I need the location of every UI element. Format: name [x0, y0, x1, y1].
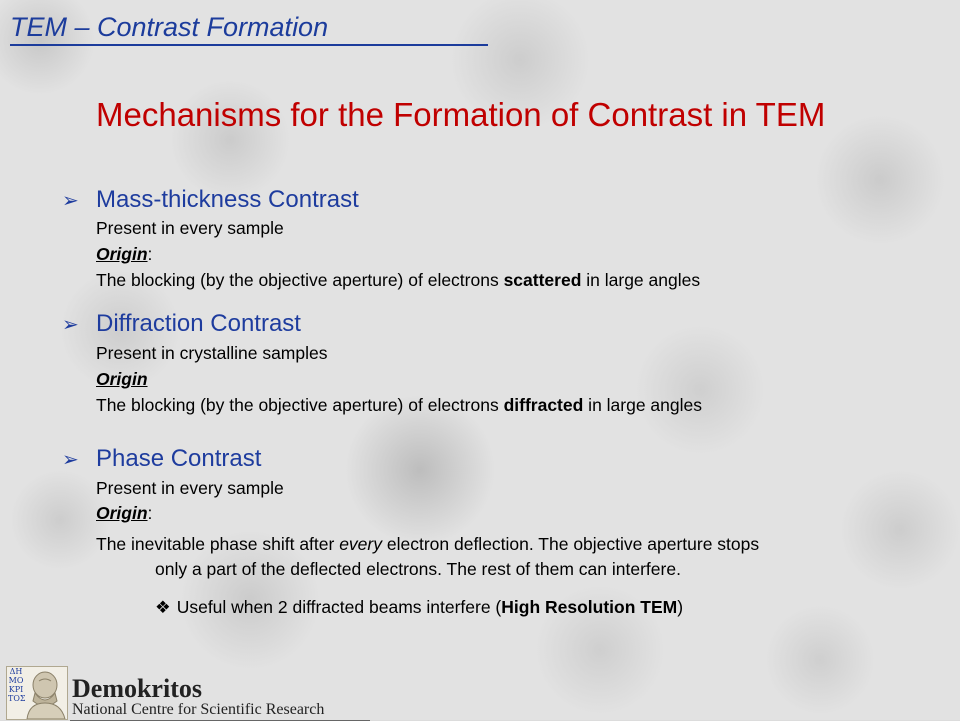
section-description: The blocking (by the objective aperture) of electrons scattered in large angles: [96, 270, 701, 290]
demokritos-bust-icon: [6, 666, 68, 720]
section-heading-diffraction: ➢ Diffraction Contrast: [62, 310, 301, 337]
section-description: The inevitable phase shift after every electron deflection. The objective aperture stops: [96, 534, 760, 554]
arrow-bullet-icon: ➢: [62, 314, 79, 336]
section-presence: Present in crystalline samples: [96, 343, 328, 363]
arrow-bullet-icon: ➢: [62, 190, 79, 212]
origin-label: Origin: [96, 369, 148, 389]
section-description-continued: only a part of the deflected electrons. The rest of them can interfere.: [155, 559, 681, 579]
bust-illustration: [7, 667, 67, 719]
section-heading-phase: ➢ Phase Contrast: [62, 445, 262, 472]
section-heading-mass-thickness: ➢ Mass-thickness Contrast: [62, 186, 359, 213]
logo-subtitle: National Centre for Scientific Research: [72, 701, 325, 718]
section-presence: Present in every sample: [96, 478, 284, 498]
logo-greek-letters: ΔΗ ΜΟ ΚΡΙ ΤΟΣ: [8, 667, 26, 703]
demokritos-logo: [0, 660, 380, 720]
section-presence: Present in every sample: [96, 218, 284, 238]
slide-title: Mechanisms for the Formation of Contrast in TEM: [96, 96, 826, 133]
origin-label: Origin:: [96, 244, 153, 264]
origin-label: Origin:: [96, 503, 153, 523]
diamond-bullet-icon: ❖: [155, 597, 171, 617]
hrtem-note: ❖ Useful when 2 diffracted beams interfere (High Resolution TEM): [155, 597, 684, 617]
header-title: TEM – Contrast Formation: [10, 10, 488, 46]
logo-org-name: Demokritos: [72, 674, 202, 703]
arrow-bullet-icon: ➢: [62, 449, 79, 471]
section-description: The blocking (by the objective aperture) of electrons diffracted in large angles: [96, 395, 703, 415]
